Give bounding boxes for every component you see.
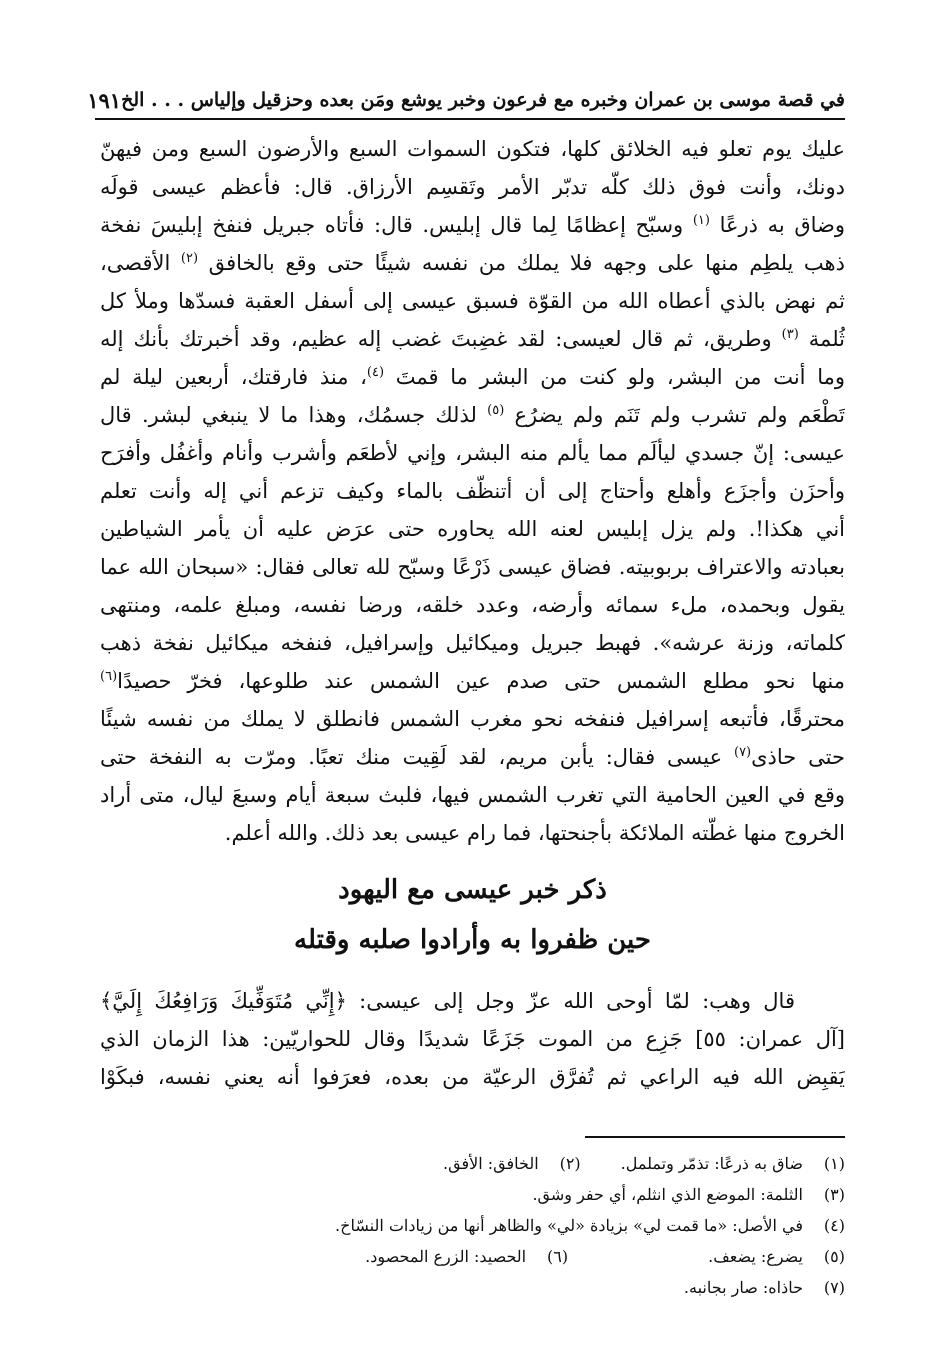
text-line: يقول وبحمده، ملء سمائه وأرضه، وعدد خلقه، ورضا نفسه، ومبلغ علمه، ومنتهى [100, 593, 845, 617]
text-segment: وطريق، ثم قال لعيسى: لقد غضِبتَ غضب إله عظيم، وقد أخبرتك بأنك إله [100, 327, 782, 351]
text-line: [آل عمران: ٥٥] جَزِع من الموت جَزَعًا شديدًا وقال للحواريّين: هذا الزمان الذي [100, 1027, 845, 1051]
footnote-row [100, 1148, 845, 1179]
footnote-marker: (٧) [733, 745, 752, 760]
footnote-number: (٧) [823, 1278, 845, 1297]
text-segment: تَطْعَم ولم تشرب ولم تَنَم ولم يضرُع [504, 403, 845, 427]
text-line [100, 396, 845, 434]
text-segment: وسبّح إعظامًا لِما قال إبليس. قال: فأتاه جبريل فنفخ إبليسَ نفخة [100, 213, 693, 237]
text-segment: ثُلمة [798, 327, 845, 351]
text-line [100, 206, 845, 244]
section-heading-line-1: ذكر خبر عيسى مع اليهود [338, 875, 607, 905]
footnote-marker: (٦) [100, 669, 118, 684]
footnote-marker: (٥) [487, 403, 505, 418]
text-segment: حتى حاذى [751, 745, 845, 769]
footnote-number: (٥) [823, 1247, 845, 1266]
text-segment: وما أنت من البشر، ولو كنت من البشر ما قمتَ [384, 365, 845, 389]
footnote-number: (١) [823, 1154, 845, 1173]
footnote-separator [585, 1136, 845, 1138]
text-line: وأحزَن وأجزَع وأهلع وأحتاج إلى أن أتنظّف بالماء وكيف تزعم أني إله وأنت تعلم [100, 479, 845, 503]
footnote-row [100, 1272, 845, 1303]
footnotes [100, 1148, 845, 1303]
page-number: ١٩١ [87, 87, 122, 113]
footnote [684, 1272, 845, 1303]
footnote [443, 1148, 581, 1179]
text-line: دونك، وأنت فوق ذلك كلّه تدبّر الأمر وتَقسِم الأرزاق. قال: فأعظم عيسى قولَه [100, 175, 845, 199]
footnote-text: الثلمة: الموضع الذي انثلم، أي حفر وشق. [532, 1185, 803, 1204]
text-line: وقع في العين الحامية التي تغرب الشمس فيها، فلبث سبعة أيام وسبعَ ليال، متى أراد [100, 783, 845, 807]
text-line [100, 738, 845, 776]
text-line: يَقبِض الله فيه الراعي ثم تُفرَّق الرعيّة من بعده، فعرَفوا أنه يعني نفسه، فبكَوْا [100, 1065, 845, 1089]
text-line: ثم نهض بالذي أعطاه الله من القوّة فسبق عيسى إلى أسفل العقبة فسدّها وملأ كل [100, 289, 845, 313]
footnote-text: ضاق به ذرعًا: تذمّر وتململ. [620, 1154, 803, 1173]
footnote-text: يضرع: يضعف. [708, 1247, 803, 1266]
footnote-marker: (٢) [180, 251, 199, 266]
footnote-marker: (٣) [781, 327, 799, 342]
text-segment: وضاق به ذرعًا [709, 213, 845, 237]
footnote [621, 1148, 845, 1179]
text-line: عليك يوم تعلو فيه الخلائق كلها، فتكون السموات السبع والأرضون السبع ومن فيهنّ [100, 137, 845, 161]
footnote [335, 1210, 845, 1241]
section-text [100, 982, 845, 1096]
text-segment: عيسى فقال: يأبن مريم، لقد لَقِيت منك تعبًا. ومرّت به النفخة حتى [100, 745, 734, 769]
footnote-text: الخافق: الأفق. [443, 1154, 539, 1173]
footnote-number: (٦) [547, 1247, 569, 1266]
text-line: كلماته، وزنة عرشه». فهبط جبريل وميكائيل وإسرافيل، فنفخه ميكائيل نفخة ذهب [100, 631, 845, 655]
text-line [100, 662, 845, 700]
text-line [100, 358, 845, 396]
text-segment: ذهب يلطِم منها على وجهه فلا يملك من نفسه شيئًا حتى وقع بالخافق [198, 251, 845, 275]
text-line: قال وهب: لمّا أوحى الله عزّ وجل إلى عيسى: ﴿إِنِّي مُتَوَفِّيكَ وَرَافِعُكَ إِلَيَّ﴾ [100, 989, 795, 1013]
footnote-number: (٢) [559, 1154, 581, 1173]
footnote-text: حاذاه: صار بجانبه. [683, 1278, 803, 1297]
text-segment: الأقصى، [100, 251, 181, 275]
footnote-number: (٣) [823, 1185, 845, 1204]
text-segment: ، منذ فارقتك، أربعين ليلة لم [100, 365, 367, 389]
footnote-marker: (٤) [366, 365, 385, 380]
footnote-text: في الأصل: «ما قمت لي» بزيادة «لي» والظاهر أنها من زيادات النسّاخ. [335, 1216, 803, 1235]
text-line: محترقًا، فأتبعه إسرافيل فنفخه نحو مغرب الشمس فانطلق لا يملك من نفسه شيئًا [100, 707, 845, 731]
text-line: الخروج منها غطّته الملائكة بأجنحتها، فما رام عيسى بعد ذلك. والله أعلم. [224, 821, 845, 845]
footnote-text: الحصيد: الزرع المحصود. [365, 1247, 527, 1266]
footnote-number: (٤) [823, 1216, 845, 1235]
text-line [100, 244, 845, 282]
footnote-marker: (١) [692, 213, 710, 228]
text-segment: لذلك جسمُك، وهذا ما لا ينبغي لبشر. قال [100, 403, 488, 427]
running-header [87, 84, 845, 120]
text-line [100, 320, 845, 358]
footnote-row [100, 1210, 845, 1241]
text-line: عيسى: إنّ جسدي ليألَم مما يألم منه البشر، وإني لأطعَم وأشرب وأنام وأغفُل وأفرَح [100, 441, 845, 465]
text-line: بعبادته والاعتراف بربوبيته. فضاق عيسى ذَرْعًا وسبّح لله تعالى فقال: «سبحان الله عما [100, 555, 845, 579]
text-line: أني هكذا!. ولم يزل إبليس لعنه الله يحاوره حتى عرَض عليه أن يأمر الشياطين [100, 517, 845, 541]
footnote [365, 1241, 568, 1272]
main-text [100, 130, 845, 852]
header-title: في قصة موسى بن عمران وخبره مع فرعون وخبر يوشع ومَن بعده وحزقيل وإلياس . . . الخ [121, 89, 845, 111]
section-heading-line-2: حين ظفروا به وأرادوا صلبه وقتله [294, 925, 651, 955]
footnote-row [100, 1179, 845, 1210]
footnote [708, 1241, 845, 1272]
footnote-row [100, 1241, 845, 1272]
footnote [532, 1179, 845, 1210]
text-segment: منها نحو مطلع الشمس حتى صدم عين الشمس عند طلوعها، فخرّ حصيدًا [117, 669, 845, 693]
